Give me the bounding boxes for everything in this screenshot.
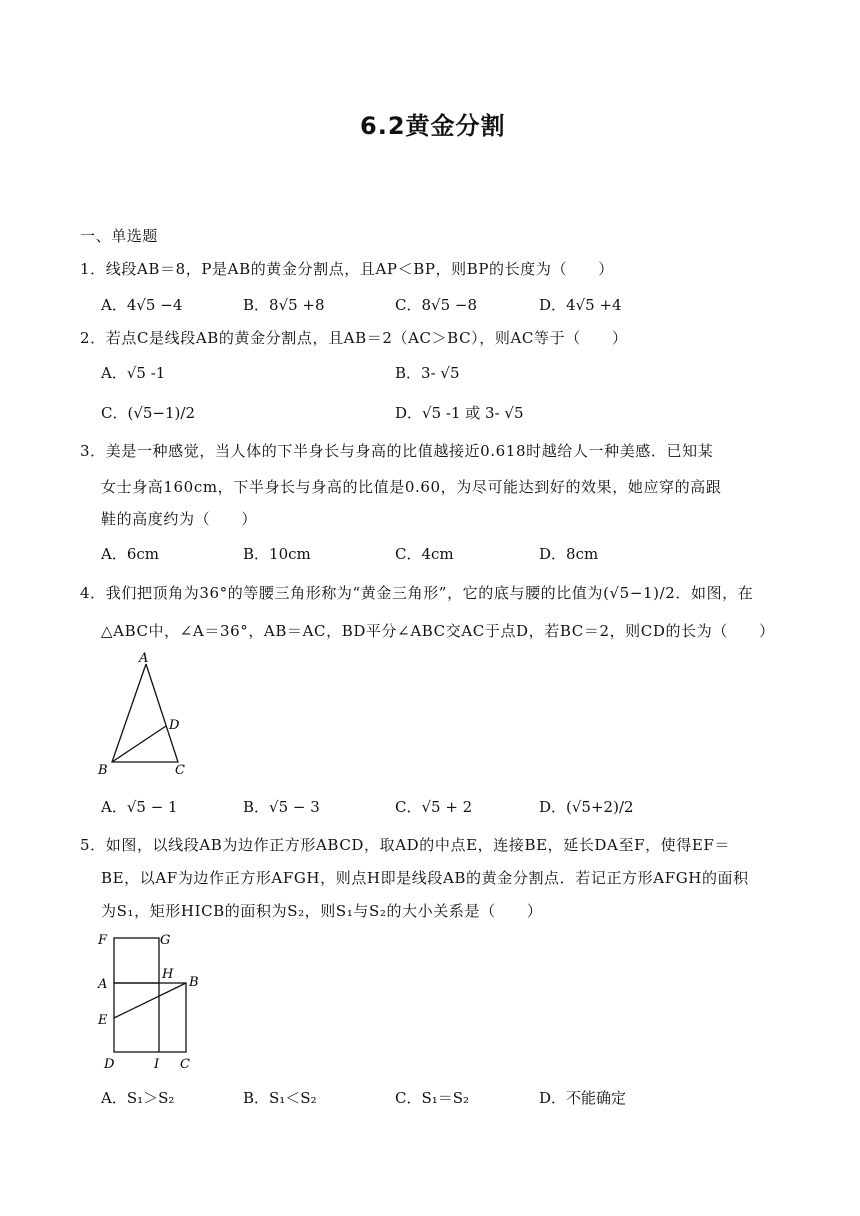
square-afgh: [114, 938, 159, 983]
q4-option-c[interactable]: C．√5 + 2: [395, 798, 473, 816]
q4-option-a[interactable]: A．√5 − 1: [101, 798, 178, 816]
label-C: C: [180, 1057, 190, 1072]
label-E: E: [98, 1013, 108, 1028]
square-figure: [92, 926, 210, 1074]
q4-option-b[interactable]: B．√5 − 3: [243, 798, 320, 816]
q3-option-c[interactable]: C．4cm: [395, 545, 454, 563]
question-3-line-1: 3．美是一种感觉，当人体的下半身长与身高的比值越接近0.618时越给人一种美感．已知某: [80, 442, 714, 460]
question-3-line-2: 女士身高160cm，下半身长与身高的比值是0.60，为尽可能达到好的效果，她应穿的高跟: [101, 478, 722, 496]
triangle-outline: [112, 664, 178, 762]
question-3-line-3: 鞋的高度约为（ ）: [101, 510, 258, 528]
label-I: I: [154, 1057, 160, 1072]
label-F: F: [98, 933, 108, 948]
question-1-stem: 1．线段AB＝8，P是AB的黄金分割点，且AP＜BP，则BP的长度为（ ）: [80, 260, 614, 278]
label-D: D: [104, 1057, 115, 1072]
label-H: H: [162, 967, 174, 982]
q5-option-a[interactable]: A．S₁＞S₂: [101, 1089, 175, 1107]
q5-option-b[interactable]: B．S₁＜S₂: [243, 1089, 317, 1107]
section-heading: 一、单选题: [80, 227, 159, 245]
q2-option-c[interactable]: C．(√5−1)/2: [101, 404, 195, 422]
question-4-line-1: 4．我们把顶角为36°的等腰三角形称为“黄金三角形”，它的底与腰的比值为(√5−1)/2．如图，在: [80, 584, 754, 602]
q2-option-b[interactable]: B．3- √5: [395, 364, 460, 382]
q2-option-a[interactable]: A．√5 -1: [101, 364, 166, 382]
question-5-line-2: BE，以AF为边作正方形AFGH，则点H即是线段AB的黄金分割点．若记正方形AFGH的面积: [101, 869, 749, 887]
q3-option-b[interactable]: B．10cm: [243, 545, 311, 563]
q4-option-d[interactable]: D．(√5+2)/2: [539, 798, 634, 816]
segment-be: [114, 983, 186, 1018]
q1-option-a[interactable]: A．4√5 −4: [101, 296, 183, 314]
q1-option-b[interactable]: B．8√5 +8: [243, 296, 325, 314]
square-abcd: [114, 983, 186, 1052]
q1-option-d[interactable]: D．4√5 +4: [539, 296, 622, 314]
page-title: 6.2黄金分割: [360, 112, 506, 140]
question-5-line-3: 为S₁，矩形HICB的面积为S₂，则S₁与S₂的大小关系是（ ）: [101, 902, 543, 920]
label-B: B: [98, 763, 108, 776]
q5-option-c[interactable]: C．S₁＝S₂: [395, 1089, 470, 1107]
question-2-stem: 2．若点C是线段AB的黄金分割点，且AB＝2（AC＞BC），则AC等于（ ）: [80, 329, 628, 347]
q2-option-d[interactable]: D．√5 -1 或 3- √5: [395, 404, 524, 422]
bisector-bd: [112, 726, 166, 762]
q5-option-d[interactable]: D．不能确定: [539, 1089, 627, 1107]
label-A: A: [139, 651, 149, 666]
q1-option-c[interactable]: C．8√5 −8: [395, 296, 478, 314]
label-G: G: [160, 933, 171, 948]
q3-option-d[interactable]: D．8cm: [539, 545, 599, 563]
label-B: B: [189, 975, 199, 990]
question-5-line-1: 5．如图，以线段AB为边作正方形ABCD，取AD的中点E，连接BE，延长DA至F，使得EF＝: [80, 836, 731, 854]
triangle-figure: [92, 648, 202, 776]
label-C: C: [175, 763, 185, 776]
q3-option-a[interactable]: A．6cm: [101, 545, 160, 563]
label-D: D: [169, 718, 180, 733]
label-A: A: [98, 977, 108, 992]
question-4-line-2: △ABC中，∠A＝36°，AB＝AC，BD平分∠ABC交AC于点D，若BC＝2，则CD的长为（ ）: [101, 622, 775, 640]
